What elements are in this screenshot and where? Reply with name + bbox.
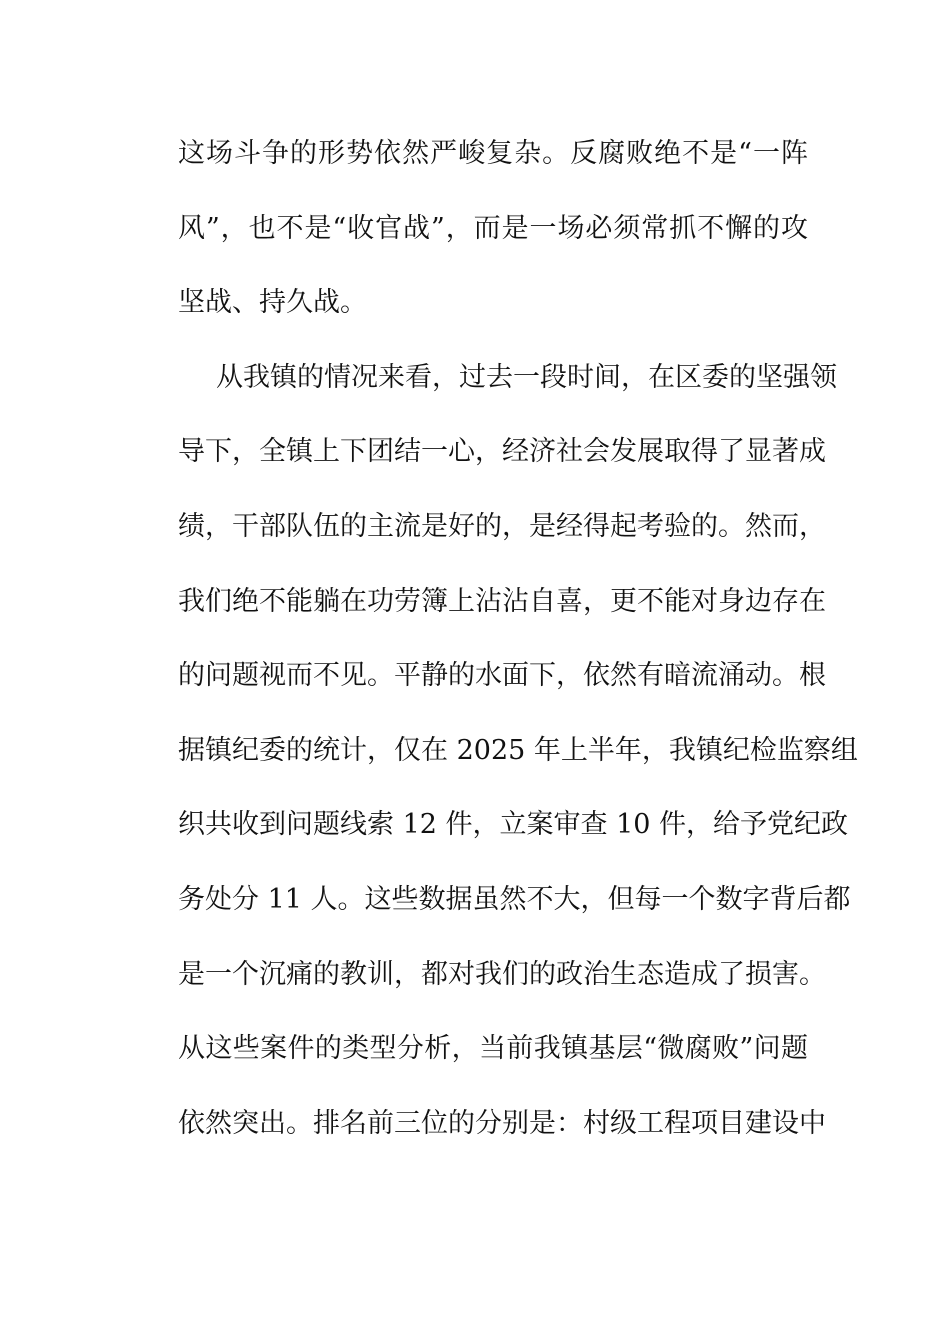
- text-line: 是一个沉痛的教训，都对我们的政治生态造成了损害。: [178, 958, 826, 990]
- text-line: 织共收到问题线索 12 件，立案审查 10 件，给予党纪政: [178, 809, 849, 841]
- text-line: 依然突出。排名前三位的分别是：村级工程项目建设中: [178, 1107, 826, 1139]
- paragraph-first-line: 从我镇的情况来看，过去一段时间，在区委的坚强领: [216, 361, 837, 393]
- text-line: 坚战、持久战。: [178, 287, 367, 319]
- text-line: 务处分 11 人。这些数据虽然不大，但每一个数字背后都: [178, 883, 851, 915]
- text-line: 从这些案件的类型分析，当前我镇基层“微腐败”问题: [178, 1033, 808, 1065]
- text-line: 的问题视而不见。平静的水面下，依然有暗流涌动。根: [178, 660, 826, 692]
- text-line: 绩，干部队伍的主流是好的，是经得起考验的。然而，: [178, 510, 826, 542]
- text-line: 我们绝不能躺在功劳簿上沾沾自喜，更不能对身边存在: [178, 585, 826, 617]
- text-line: 据镇纪委的统计，仅在 2025 年上半年，我镇纪检监察组: [178, 734, 858, 766]
- text-line: 这场斗争的形势依然严峻复杂。反腐败绝不是“一阵: [178, 138, 808, 169]
- text-line: 风”，也不是“收官战”，而是一场必须常抓不懈的攻: [178, 212, 808, 244]
- body-text: [178, 124, 858, 1168]
- text-line: 导下，全镇上下团结一心，经济社会发展取得了显著成: [178, 436, 826, 468]
